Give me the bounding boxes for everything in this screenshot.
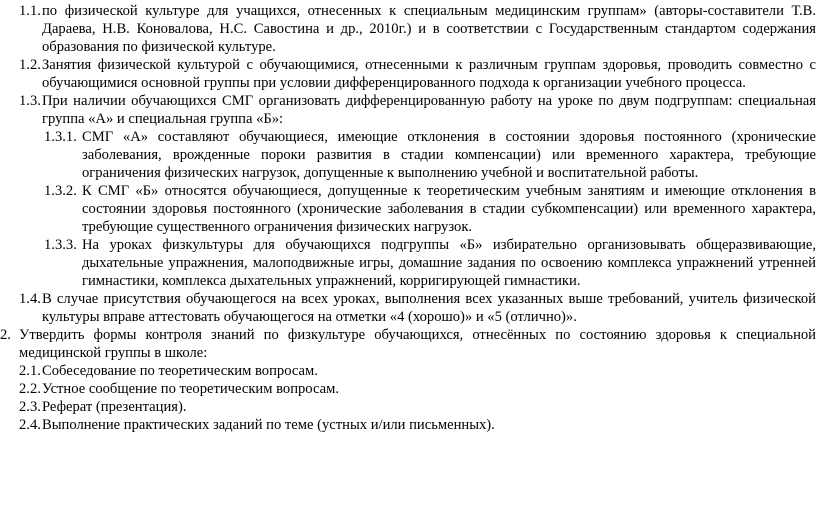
list-item-1-4 (19, 290, 816, 326)
item-number: 1.3. (19, 93, 41, 109)
item-text: При наличии обучающихся СМГ организовать дифференцированную работу на уроке по двум подгруппам: специальная группа «А» и специальная группа «Б»: (42, 93, 816, 127)
item-text: На уроках физкультуры для обучающихся подгруппы «Б» избирательно организовывать общеразвивающие, дыхательные упражнения, малоподвижные игры, домашние задания по освоению комплекса упражнений утренней гимнастики, комплекса дыхательных упражнений, корригирующей гимнастики. (82, 237, 816, 289)
item-number: 2.3. (19, 399, 41, 415)
item-text: Занятия физической культурой с обучающимися, отнесенными к различным группам здоровья, проводить совместно с обучающимися основной группы при условии дифференцированного подхода к организации учебного процесса. (42, 57, 816, 91)
list-item-1-1 (19, 2, 816, 56)
item-number: 2. (0, 327, 11, 343)
item-text: СМГ «А» составляют обучающиеся, имеющие отклонения в состоянии здоровья постоянного (хронические заболевания, врожденные пороки развития в стадии компенсации) или временного характера, требующие ограничения физических нагрузок, допущенные к выполнению учебной и воспитательной работы. (82, 129, 816, 181)
item-number: 1.3.3. (44, 237, 77, 253)
item-text: Устное сообщение по теоретическим вопросам. (42, 381, 339, 397)
item-text: В случае присутствия обучающегося на всех уроках, выполнения всех указанных выше требований, учитель физической культуры вправе аттестовать обучающегося на отметки «4 (хорошо)» и «5 (отлично)». (42, 291, 816, 325)
item-text: К СМГ «Б» относятся обучающиеся, допущенные к теоретическим учебным занятиям и имеющие отклонения в состоянии здоровья постоянного (хронические заболевания в стадии субкомпенсации) или временного характера, требующие существенного ограничения физических нагрузок. (82, 183, 816, 235)
item-number: 1.4. (19, 291, 41, 307)
item-number: 1.1. (19, 3, 41, 19)
list-item-2 (0, 326, 816, 362)
item-number: 1.3.1. (44, 129, 77, 145)
item-text: по физической культуре для учащихся, отнесенных к специальным медицинским группам» (авторы-составители Т.В. Дараева, Н.В. Коновалова, Н.С. Савостина и др., 2010г.) и в соответствии с Государственным стандартом содержания образования по физической культуре. (42, 3, 816, 55)
list-item-2-3 (19, 398, 816, 416)
list-item-1-2 (19, 56, 816, 92)
list-item-1-3 (19, 92, 816, 128)
item-number: 2.4. (19, 417, 41, 433)
list-item-2-4 (19, 416, 816, 434)
list-item-2-1 (19, 362, 816, 380)
item-number: 2.1. (19, 363, 41, 379)
list-item-1-3-2 (44, 182, 816, 236)
item-number: 1.2. (19, 57, 41, 73)
item-text: Собеседование по теоретическим вопросам. (42, 363, 318, 379)
item-text: Реферат (презентация). (42, 399, 187, 415)
list-item-1-3-1 (44, 128, 816, 182)
item-number: 2.2. (19, 381, 41, 397)
item-text: Утвердить формы контроля знаний по физкультуре обучающихся, отнесённых по состоянию здоровья к специальной медицинской группы в школе: (19, 327, 816, 361)
item-text: Выполнение практических заданий по теме (устных и/или письменных). (42, 417, 495, 433)
item-number: 1.3.2. (44, 183, 77, 199)
list-item-2-2 (19, 380, 816, 398)
list-item-1-3-3 (44, 236, 816, 290)
